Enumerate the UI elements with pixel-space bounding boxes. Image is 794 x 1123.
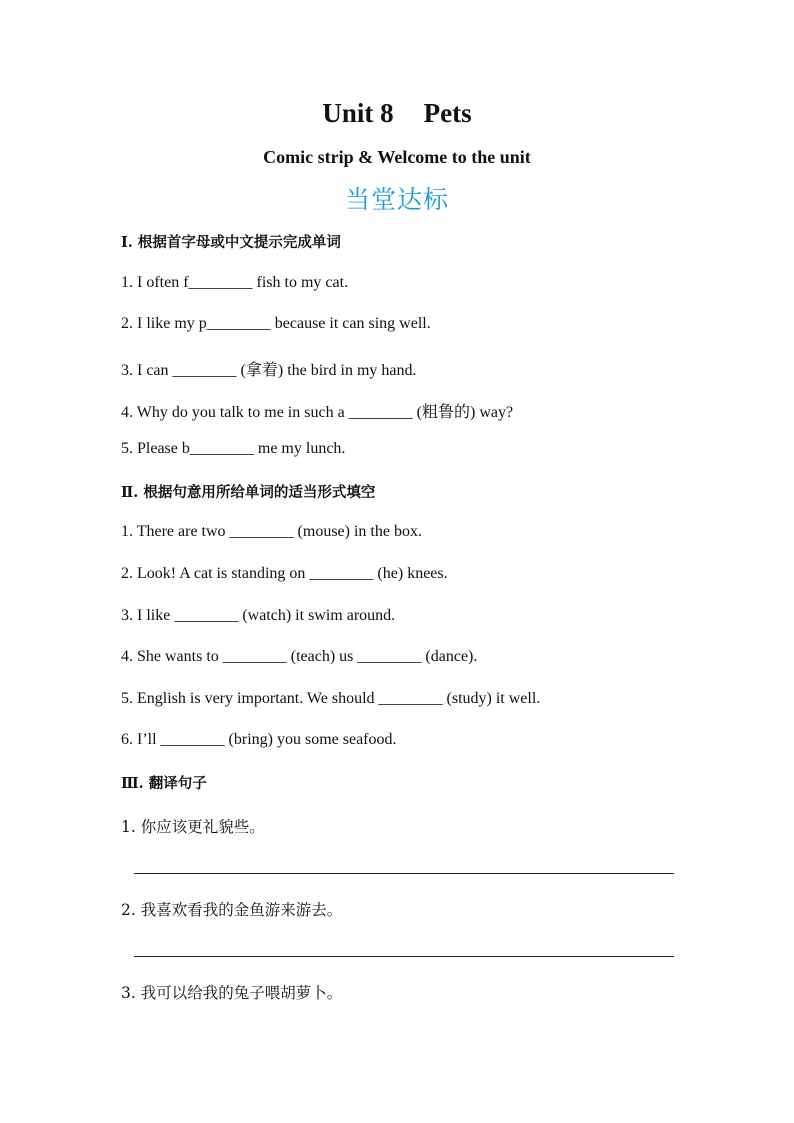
- answer-line-2[interactable]: [134, 956, 674, 957]
- unit-title: [0, 98, 794, 129]
- section-2-heading: Ⅱ. 根据句意用所给单词的适当形式填空: [121, 484, 376, 501]
- s2-item-3: 3. I like ________ (watch) it swim around.: [121, 607, 396, 624]
- lesson-subtitle: Comic strip & Welcome to the unit: [263, 147, 531, 167]
- s3-item-1: 1. 你应该更礼貌些。: [121, 818, 265, 836]
- section-3-heading: Ⅲ. 翻译句子: [121, 775, 207, 792]
- section-1-heading: Ⅰ. 根据首字母或中文提示完成单词: [121, 234, 341, 251]
- unit-number: Unit 8: [322, 98, 394, 128]
- unit-topic: Pets: [423, 98, 472, 128]
- s1-item-1: 1. I often f________ fish to my cat.: [121, 274, 349, 291]
- s1-item-4: 4. Why do you talk to me in such a ________ (粗鲁的) way?: [121, 404, 514, 421]
- s2-item-2: 2. Look! A cat is standing on ________ (he) knees.: [121, 565, 448, 582]
- s1-item-3: 3. I can ________ (拿着) the bird in my hand.: [121, 362, 417, 379]
- answer-line-1[interactable]: [134, 873, 674, 874]
- s3-item-2: 2. 我喜欢看我的金鱼游来游去。: [121, 901, 343, 919]
- s2-item-5: 5. English is very important. We should ________ (study) it well.: [121, 690, 541, 707]
- s3-item-3: 3. 我可以给我的兔子喂胡萝卜。: [121, 984, 343, 1002]
- s2-item-4: 4. She wants to ________ (teach) us ________ (dance).: [121, 648, 478, 665]
- s2-item-6: 6. I’ll ________ (bring) you some seafood.: [121, 731, 397, 748]
- s1-item-2: 2. I like my p________ because it can sing well.: [121, 315, 431, 332]
- s2-item-1: 1. There are two ________ (mouse) in the box.: [121, 523, 422, 540]
- s1-item-5: 5. Please b________ me my lunch.: [121, 440, 346, 457]
- section-banner: 当堂达标: [344, 185, 449, 214]
